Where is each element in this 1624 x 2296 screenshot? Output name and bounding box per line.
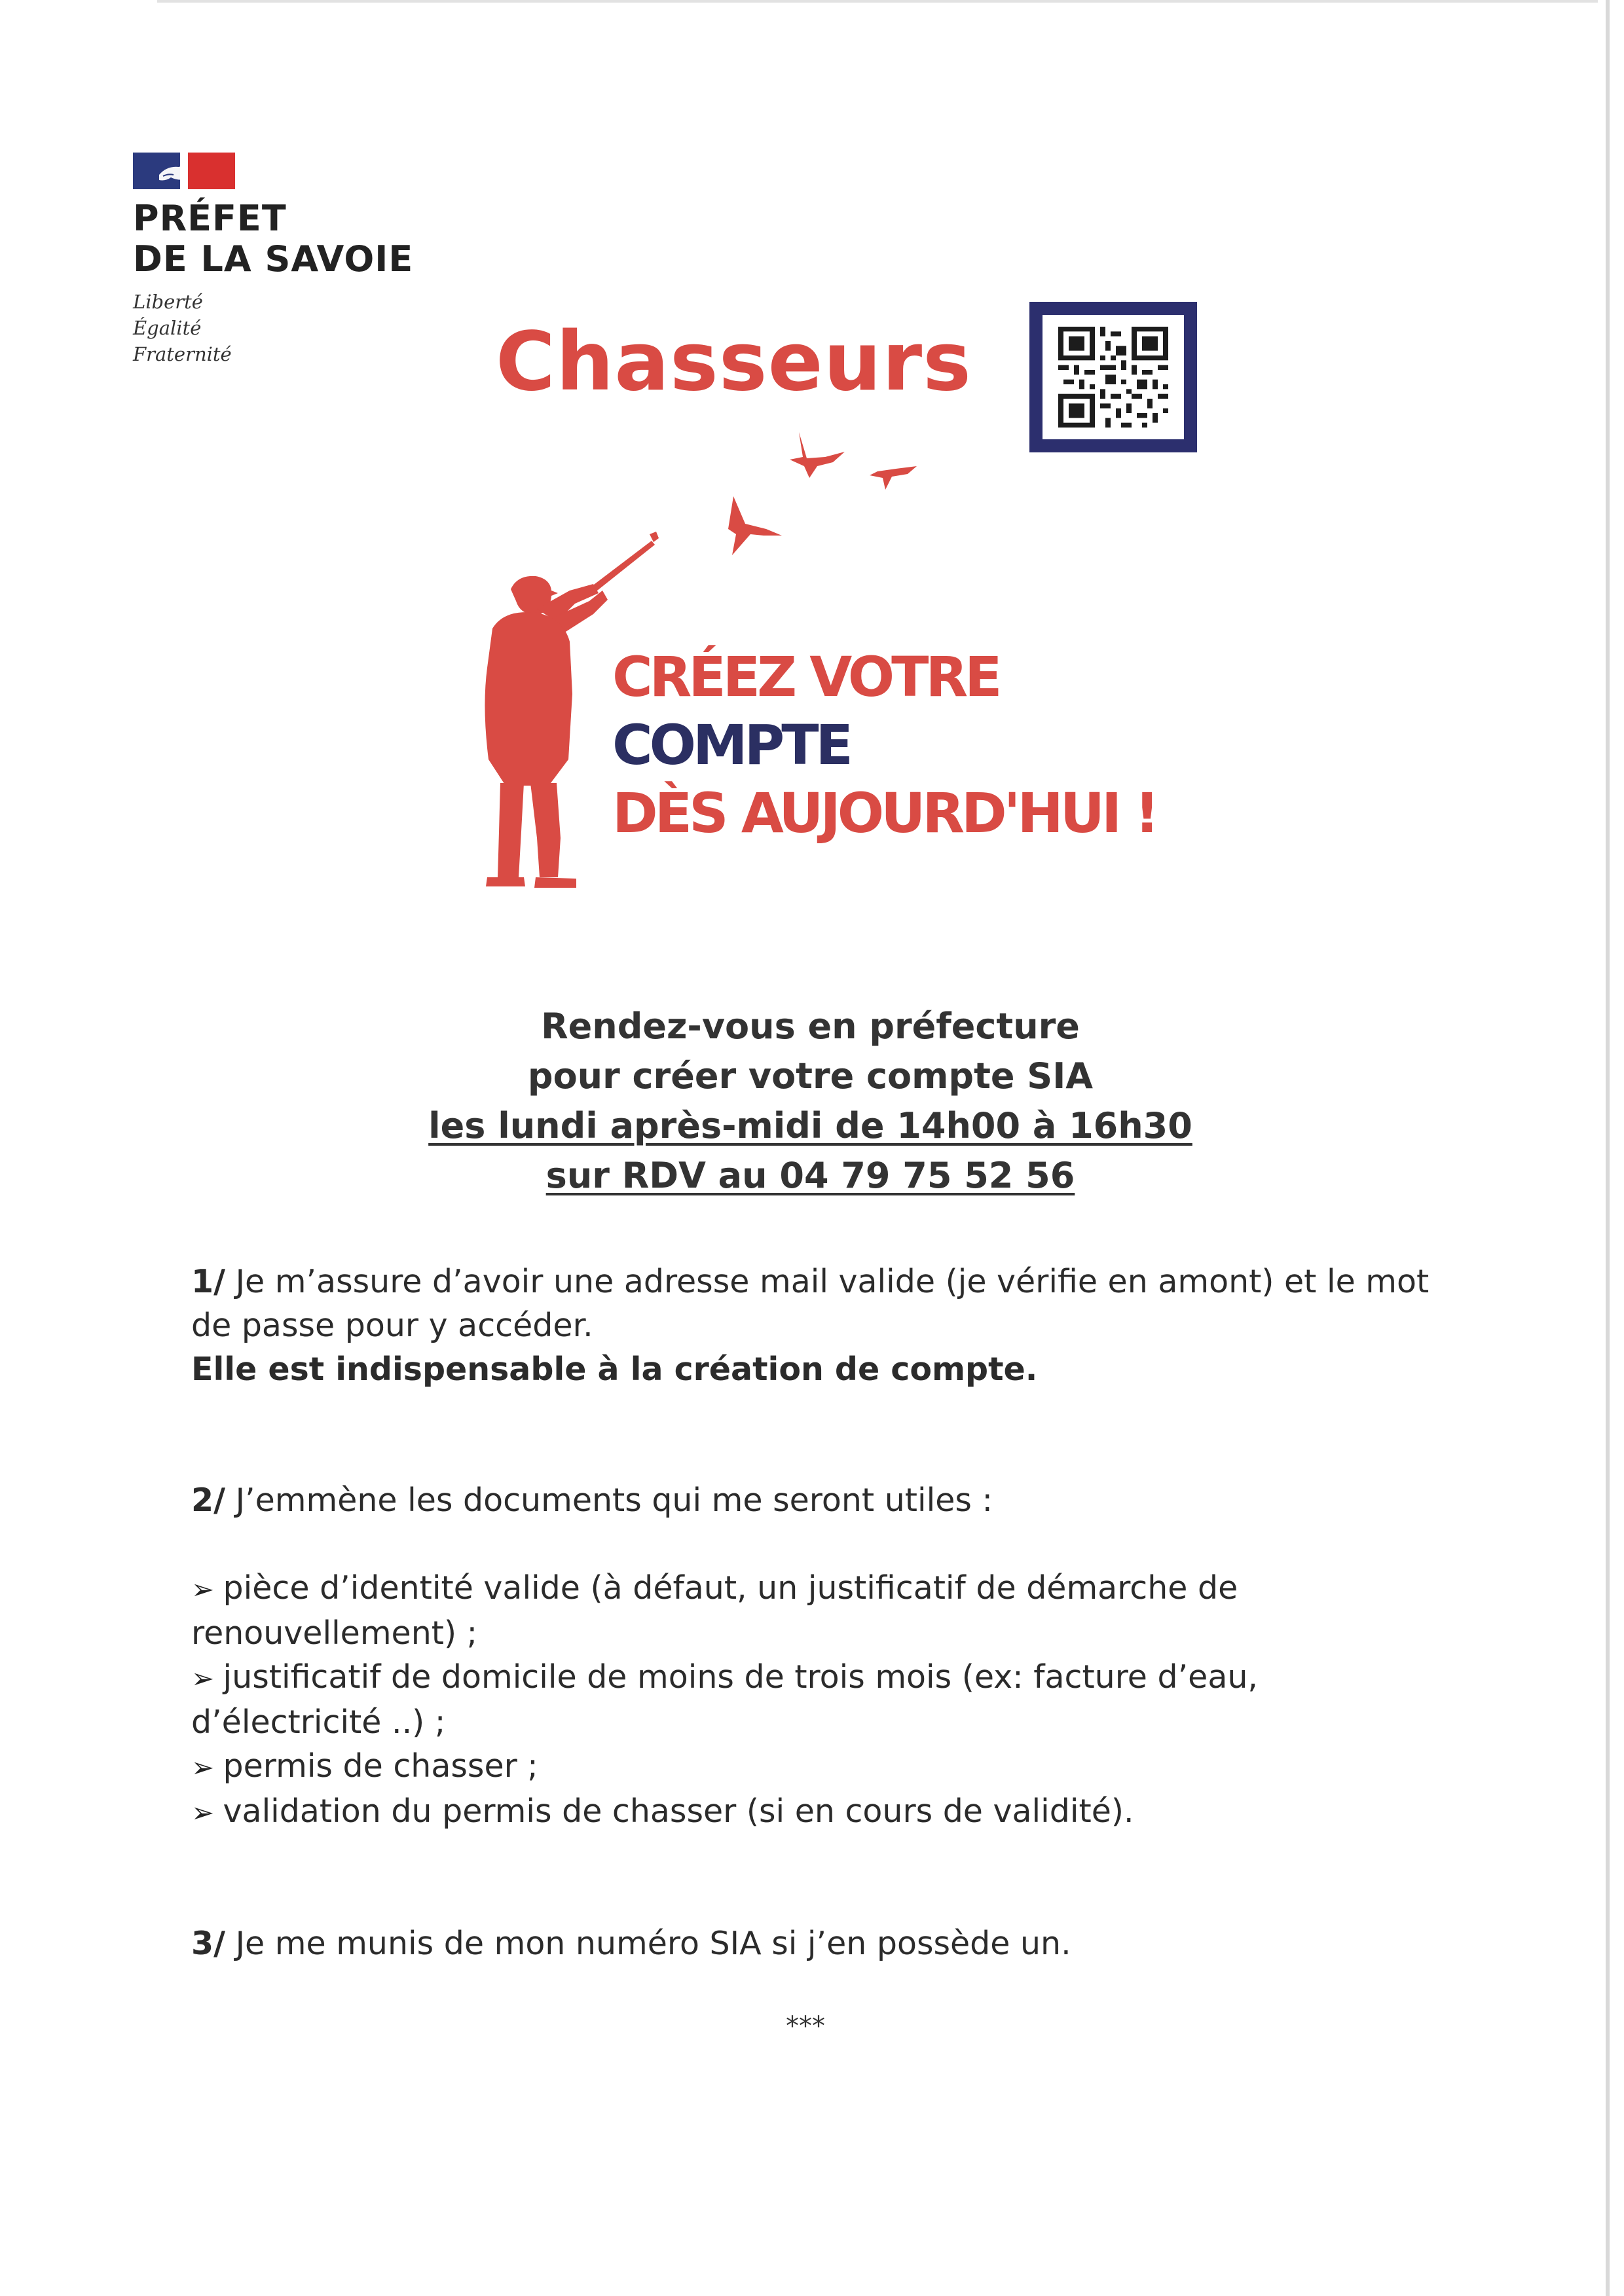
list-item-text: permis de chasser ; xyxy=(223,1747,538,1785)
step-2-text: J’emmène les documents qui me seront utiles : xyxy=(225,1482,993,1519)
devise-liberte: Liberté xyxy=(133,291,203,313)
cta-line-1: CRÉEZ VOTRE xyxy=(612,645,999,709)
step-2-number: 2/ xyxy=(191,1482,225,1519)
prefet-title xyxy=(133,198,460,280)
step-3-text: Je me munis de mon numéro SIA si j’en possède un. xyxy=(225,1925,1071,1962)
step-3 xyxy=(191,1922,1435,1965)
step-1-emphasis: Elle est indispensable à la création de compte. xyxy=(191,1351,1038,1388)
step-2 xyxy=(191,1478,1435,1522)
bird-icon xyxy=(790,432,845,478)
prefecture-logo xyxy=(133,153,460,367)
scan-edge-top xyxy=(157,0,1598,3)
appointment-block xyxy=(367,1002,1254,1201)
separator: *** xyxy=(786,2011,825,2041)
scan-edge-right xyxy=(1606,0,1610,2296)
cta-line-2: COMPTE xyxy=(612,713,850,777)
devise-fraternite: Fraternité xyxy=(133,343,232,365)
rdv-line-1: Rendez-vous en préfecture xyxy=(541,1006,1080,1047)
page-title: Chasseurs xyxy=(496,315,972,409)
rdv-line-2: pour créer votre compte SIA xyxy=(527,1055,1094,1097)
list-item xyxy=(191,1566,1435,1655)
bird-icon xyxy=(870,466,917,490)
step-3-number: 3/ xyxy=(191,1925,225,1962)
cta-line-3: DÈS AUJOURD'HUI ! xyxy=(612,781,1156,845)
prefet-line-2: DE LA SAVOIE xyxy=(133,238,414,280)
list-item xyxy=(191,1744,1435,1789)
qr-code-icon xyxy=(1029,302,1197,452)
arrow-bullet-icon: ➢ xyxy=(191,1796,223,1829)
devise xyxy=(133,289,460,367)
documents-list xyxy=(191,1566,1435,1834)
devise-egalite: Égalité xyxy=(133,317,202,339)
rdv-schedule: les lundi après-midi de 14h00 à 16h30 xyxy=(428,1105,1192,1146)
arrow-bullet-icon: ➢ xyxy=(191,1751,223,1783)
list-item-text: justificatif de domicile de moins de trois mois (ex: facture d’eau, d’électricité ..) ; xyxy=(191,1658,1258,1741)
list-item-text: pièce d’identité valide (à défaut, un justificatif de démarche de renouvellement) ; xyxy=(191,1569,1238,1652)
list-item-text: validation du permis de chasser (si en cours de validité). xyxy=(223,1793,1134,1830)
list-item xyxy=(191,1655,1435,1744)
step-1 xyxy=(191,1260,1435,1391)
rdv-phone: sur RDV au 04 79 75 52 56 xyxy=(545,1155,1075,1196)
cta-block xyxy=(612,643,1156,847)
bird-icon xyxy=(728,496,782,555)
list-item xyxy=(191,1789,1435,1834)
step-1-number: 1/ xyxy=(191,1263,225,1300)
prefet-line-1: PRÉFET xyxy=(133,198,287,239)
arrow-bullet-icon: ➢ xyxy=(191,1662,223,1694)
step-1-text: Je m’assure d’avoir une adresse mail valide (je vérifie en amont) et le mot de passe pour y accéder. xyxy=(191,1263,1430,1344)
arrow-bullet-icon: ➢ xyxy=(191,1573,223,1605)
marianne-flag-icon xyxy=(133,153,235,189)
